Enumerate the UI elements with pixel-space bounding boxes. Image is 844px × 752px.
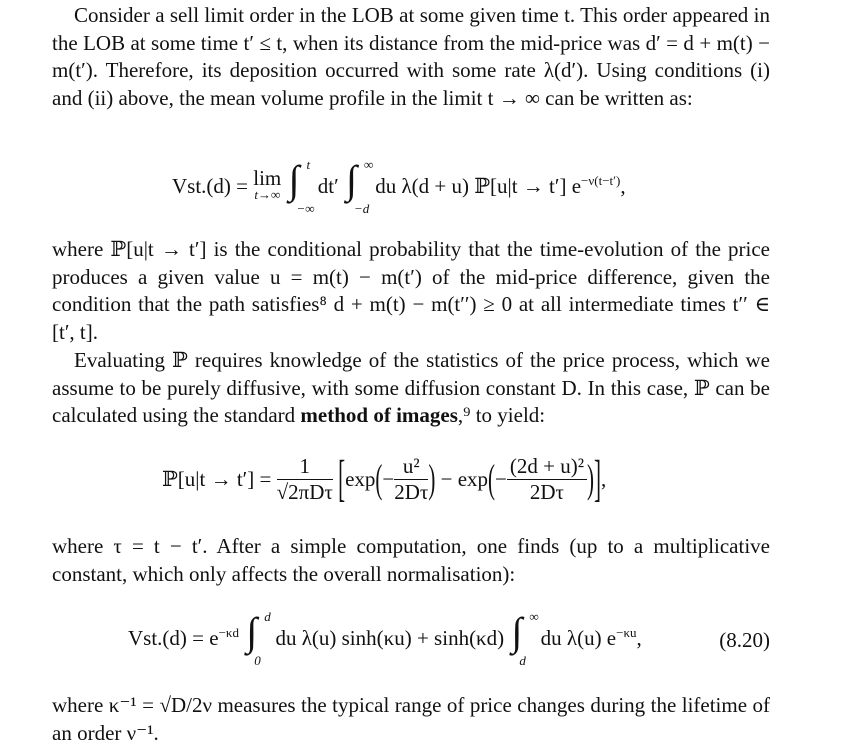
eq2-frac1	[394, 456, 428, 503]
equation-method-of-images: ℙ[u|t → t′] = $\frac{1}{\text{√2πDτ}}$ [exp(− $\frac{\text{u²}}{2D\tau}$ ) − exp(− $\frac{\text{(2d + u)²}}{2D\tau}$ )],	[162, 449, 607, 508]
paragraph-method-of-images	[52, 347, 770, 430]
eq3-lhs-exponent: −κd	[218, 624, 239, 640]
eq3-integral-1: ∫ d 0	[246, 609, 271, 668]
paragraph-kappa-definition: where κ⁻¹ = √D/2ν measures the typical range of price changes during the lifetime of an order ν⁻¹.	[52, 693, 770, 745]
eq2-lhs: ℙ[u|t → t′] =	[162, 467, 272, 491]
equation-8-20	[128, 609, 642, 668]
paragraph-computation: where τ = t − t′. After a simple computation, one finds (up to a multiplicative constant, which only affects the overall normalisation):	[52, 534, 770, 586]
eq1-int1-lower: −∞	[296, 201, 315, 216]
eq2-frac2-den: 2Dτ	[529, 480, 564, 504]
p3-text-a: Evaluating ℙ requires knowledge of the statistics of the price process, which we assume to be purely diffusive, with some diffusion constant D. In this case, ℙ can be calculated using the standard	[52, 348, 770, 428]
eq2-prefactor-num: 1	[277, 456, 333, 480]
eq3-int1-lower: 0	[254, 653, 261, 668]
eq3-int2-lower: d	[519, 653, 526, 668]
eq3-end-exponent: −κu	[616, 624, 637, 640]
eq1-lhs: Vst.(d) =	[172, 173, 254, 198]
eq2-frac1-num: u²	[394, 456, 428, 480]
eq1-lim-sub: t→∞	[254, 187, 281, 202]
eq1-exponent: −ν(t−t′)	[581, 172, 621, 188]
eq2-frac1-den: 2Dτ	[394, 480, 429, 504]
eq2-prefactor-den: √2πDτ	[276, 480, 333, 504]
eq1-tail: ,	[620, 173, 626, 198]
equation-number: (8.20)	[719, 628, 770, 652]
eq1-dt: dt′	[317, 173, 339, 198]
eq3-int2-upper: ∞	[529, 609, 539, 624]
p3-bold: method of images	[300, 403, 458, 428]
eq1-body: du λ(d + u) ℙ[u|t → t′] e	[375, 173, 582, 198]
eq1-integral-2: ∫ ∞ −d	[345, 157, 374, 216]
eq1-int2-upper: ∞	[363, 157, 374, 172]
equation-volume-profile	[172, 157, 626, 216]
eq2-frac2-num: (2d + u)²	[507, 456, 587, 480]
paragraph-intro: Consider a sell limit order in the LOB at some given time t. This order appeared in the LOB at some time t′ ≤ t, when its distance from the mid-price was d′ = d + m(t) − m(t′). Therefore, its deposition occurred with some rate λ(d′). Using conditions (i) and (ii) above, the mean volume profile in the limit t → ∞ can be written as:	[52, 3, 770, 110]
eq1-integral-1: ∫ t −∞	[288, 157, 315, 216]
eq3-end: du λ(u) e	[540, 625, 617, 650]
paragraph-conditional-probability: where ℙ[u|t → t′] is the conditional probability that the time-evolution of the price produces a given value u = m(t) − m(t′) of the mid-price difference, given the condition that the path satisfies⁸ d + m(t) − m(t′′) ≥ 0 at all intermediate times t′′ ∈ [t′, t].	[52, 237, 770, 344]
eq3-tail: ,	[636, 625, 642, 650]
eq2-frac2	[507, 456, 587, 503]
eq2-minus-exp: − exp	[440, 467, 489, 491]
eq1-int2-lower: −d	[353, 201, 370, 216]
eq2-prefactor	[277, 456, 333, 503]
eq1-lim-text: lim	[253, 166, 282, 190]
eq3-integral-2: ∫ ∞ d	[511, 609, 539, 668]
eq3-middle: du λ(u) sinh(κu) + sinh(κd)	[275, 625, 505, 650]
eq1-limit	[253, 168, 281, 201]
p3-text-b: ,⁹ to yield:	[457, 403, 546, 428]
eq3-int1-upper: d	[264, 609, 271, 624]
eq2-exp1: exp	[345, 467, 376, 491]
eq1-int1-upper: t	[306, 157, 311, 172]
eq3-lhs: Vst.(d) = e	[128, 625, 219, 650]
eq2-tail: ,	[601, 467, 607, 491]
